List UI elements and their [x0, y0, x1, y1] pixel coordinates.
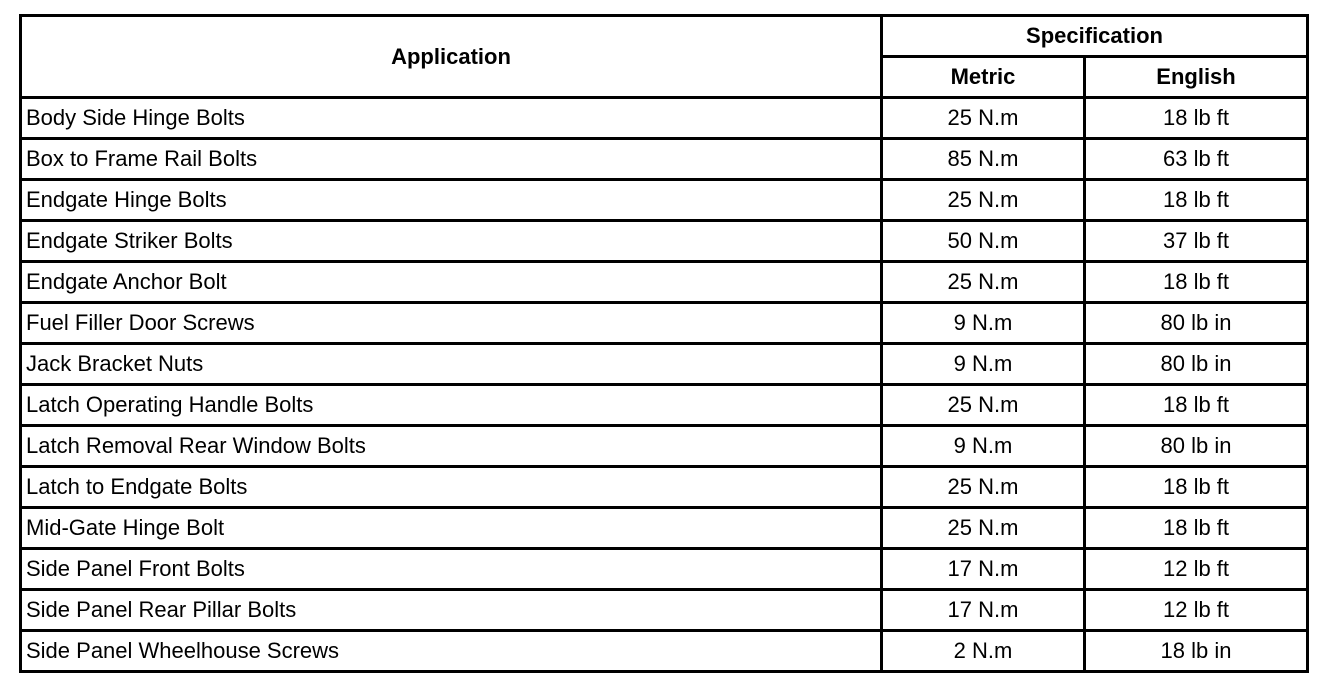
table-row [21, 631, 1308, 672]
english-cell: 80 lb in [1085, 344, 1308, 385]
metric-cell: 9 N.m [882, 303, 1085, 344]
application-cell: Jack Bracket Nuts [21, 344, 882, 385]
table-row [21, 426, 1308, 467]
english-cell: 18 lb ft [1085, 98, 1308, 139]
application-cell: Latch to Endgate Bolts [21, 467, 882, 508]
table-row [21, 549, 1308, 590]
application-cell: Latch Removal Rear Window Bolts [21, 426, 882, 467]
english-cell: 37 lb ft [1085, 221, 1308, 262]
metric-cell: 25 N.m [882, 98, 1085, 139]
english-cell: 18 lb ft [1085, 385, 1308, 426]
metric-cell: 25 N.m [882, 262, 1085, 303]
application-cell: Side Panel Front Bolts [21, 549, 882, 590]
application-cell: Box to Frame Rail Bolts [21, 139, 882, 180]
application-cell: Body Side Hinge Bolts [21, 98, 882, 139]
english-cell: 12 lb ft [1085, 549, 1308, 590]
english-cell: 18 lb ft [1085, 180, 1308, 221]
metric-cell: 17 N.m [882, 549, 1085, 590]
metric-header: Metric [882, 57, 1085, 98]
metric-cell: 25 N.m [882, 180, 1085, 221]
application-cell: Mid-Gate Hinge Bolt [21, 508, 882, 549]
english-header: English [1085, 57, 1308, 98]
english-cell: 18 lb ft [1085, 467, 1308, 508]
metric-cell: 25 N.m [882, 385, 1085, 426]
application-cell: Latch Operating Handle Bolts [21, 385, 882, 426]
torque-specification-table [19, 14, 1309, 673]
english-cell: 80 lb in [1085, 303, 1308, 344]
table-body [21, 98, 1308, 672]
english-cell: 18 lb in [1085, 631, 1308, 672]
table-row [21, 467, 1308, 508]
metric-cell: 9 N.m [882, 426, 1085, 467]
metric-cell: 25 N.m [882, 467, 1085, 508]
table-row [21, 180, 1308, 221]
english-cell: 63 lb ft [1085, 139, 1308, 180]
application-cell: Side Panel Rear Pillar Bolts [21, 590, 882, 631]
table-row [21, 385, 1308, 426]
table-row [21, 98, 1308, 139]
english-cell: 18 lb ft [1085, 508, 1308, 549]
table-row [21, 303, 1308, 344]
application-cell: Endgate Striker Bolts [21, 221, 882, 262]
metric-cell: 9 N.m [882, 344, 1085, 385]
metric-cell: 17 N.m [882, 590, 1085, 631]
table-row [21, 262, 1308, 303]
table-row [21, 344, 1308, 385]
english-cell: 18 lb ft [1085, 262, 1308, 303]
metric-cell: 25 N.m [882, 508, 1085, 549]
english-cell: 12 lb ft [1085, 590, 1308, 631]
metric-cell: 85 N.m [882, 139, 1085, 180]
table-row [21, 508, 1308, 549]
table-header [21, 16, 1308, 98]
table-row [21, 221, 1308, 262]
english-cell: 80 lb in [1085, 426, 1308, 467]
application-header: Application [21, 16, 882, 98]
table-row [21, 590, 1308, 631]
table-row [21, 139, 1308, 180]
specification-header: Specification [882, 16, 1308, 57]
application-cell: Fuel Filler Door Screws [21, 303, 882, 344]
header-row-top [21, 16, 1308, 57]
metric-cell: 50 N.m [882, 221, 1085, 262]
application-cell: Side Panel Wheelhouse Screws [21, 631, 882, 672]
application-cell: Endgate Anchor Bolt [21, 262, 882, 303]
application-cell: Endgate Hinge Bolts [21, 180, 882, 221]
metric-cell: 2 N.m [882, 631, 1085, 672]
